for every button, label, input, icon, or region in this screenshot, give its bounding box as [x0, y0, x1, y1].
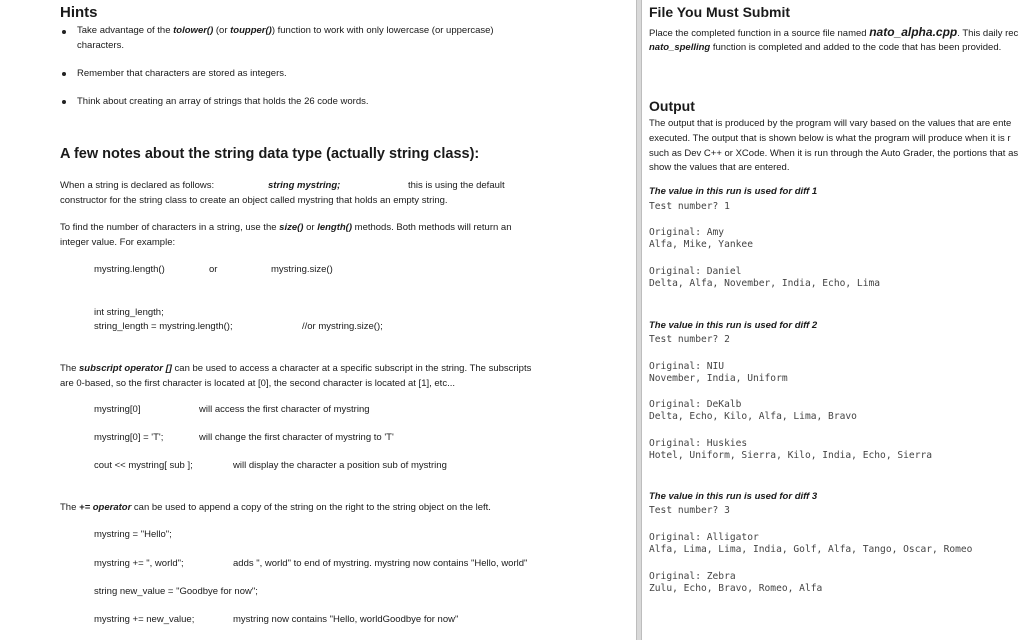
append-example-3: string new_value = "Goodbye for now";	[94, 586, 258, 597]
example-or: or	[209, 264, 218, 275]
run-2-original-2: Original: DeKalb	[649, 399, 742, 410]
run-2-spelling-2: Delta, Echo, Kilo, Alfa, Lima, Bravo	[649, 411, 857, 422]
right-document-page	[642, 0, 1024, 640]
run-2-spelling-3: Hotel, Uniform, Sierra, Kilo, India, Echo, Sierra	[649, 450, 933, 461]
append-example-2-code: mystring += ", world";	[94, 558, 184, 569]
bullet	[62, 72, 66, 76]
subscript-example-2-code: mystring[0] = 'T';	[94, 432, 164, 443]
subscript-line-2: are 0-based, so the first character is located at [0], the second character is located at [1], etc...	[60, 378, 455, 389]
code-line-1: int string_length;	[94, 307, 164, 318]
output-desc-line-3: such as Dev C++ or XCode. When it is run through the Auto Grader, the portions that as	[649, 148, 1019, 159]
output-desc-line-4: show the values that are entered.	[649, 162, 790, 173]
run-1-spelling-1: Alfa, Mike, Yankee	[649, 239, 753, 250]
size-length-line-1: To find the number of characters in a string, use the size() or length() methods. Both methods will return an	[60, 222, 512, 233]
output-desc-line-1: The output that is produced by the program will vary based on the values that are ente	[649, 118, 1012, 129]
run-1-spelling-2: Delta, Alfa, November, India, Echo, Lima	[649, 278, 881, 289]
subscript-example-1-desc: will access the first character of mystring	[199, 404, 370, 415]
code-line-2: string_length = mystring.length();	[94, 321, 233, 332]
hint-1-line-1: Take advantage of the tolower() (or toupper()) function to work with only lowercase (or uppercase)	[77, 25, 494, 36]
subscript-line-1: The subscript operator [] can be used to access a character at a specific subscript in the string. The subscripts	[60, 363, 532, 374]
append-example-4-code: mystring += new_value;	[94, 614, 195, 625]
bullet	[62, 100, 66, 104]
append-example-1: mystring = "Hello";	[94, 529, 172, 540]
string-notes-heading: A few notes about the string data type (actually string class):	[60, 146, 480, 162]
hints-heading: Hints	[60, 4, 98, 21]
subscript-example-1-code: mystring[0]	[94, 404, 141, 415]
declaration-part-c: this is using the default	[408, 180, 505, 191]
size-length-line-2: integer value. For example:	[60, 237, 176, 248]
submit-line-1: Place the completed function in a source file named nato_alpha.cpp. This daily rec	[649, 25, 1019, 39]
run-3-spelling-2: Zulu, Echo, Bravo, Romeo, Alfa	[649, 583, 823, 594]
hint-2: Remember that characters are stored as integers.	[77, 68, 287, 79]
run-2-label: The value in this run is used for diff 2	[649, 320, 818, 331]
subscript-example-3-desc: will display the character a position sub of mystring	[233, 460, 447, 471]
example-length: mystring.length()	[94, 264, 165, 275]
run-2-prompt: Test number? 2	[649, 334, 730, 345]
run-2-spelling-1: November, India, Uniform	[649, 373, 788, 384]
subscript-example-3-code: cout << mystring[ sub ];	[94, 460, 193, 471]
output-heading: Output	[649, 98, 695, 114]
code-comment: //or mystring.size();	[302, 321, 383, 332]
hint-3: Think about creating an array of strings that holds the 26 code words.	[77, 96, 369, 107]
append-operator-line: The += operator can be used to append a copy of the string on the right to the string object on the left.	[60, 502, 491, 513]
subscript-example-2-desc: will change the first character of mystring to 'T'	[199, 432, 394, 443]
run-1-original-2: Original: Daniel	[649, 266, 742, 277]
append-example-2-desc: adds ", world" to end of mystring. mystring now contains "Hello, world"	[233, 558, 528, 569]
declaration-code: string mystring;	[268, 180, 341, 191]
hint-1-line-2: characters.	[77, 40, 124, 51]
run-3-original-1: Original: Alligator	[649, 532, 759, 543]
run-3-prompt: Test number? 3	[649, 505, 730, 516]
submit-heading: File You Must Submit	[649, 4, 791, 20]
run-1-original-1: Original: Amy	[649, 227, 725, 238]
declaration-part-a: When a string is declared as follows:	[60, 180, 215, 191]
submit-line-2: nato_spelling function is completed and added to the code that has been provided.	[649, 42, 1002, 53]
run-3-spelling-1: Alfa, Lima, Lima, India, Golf, Alfa, Tango, Oscar, Romeo	[649, 544, 973, 555]
declaration-line-2: constructor for the string class to create an object called mystring that holds an empty string.	[60, 195, 448, 206]
run-3-original-2: Original: Zebra	[649, 571, 736, 582]
run-1-label: The value in this run is used for diff 1	[649, 186, 818, 197]
example-size: mystring.size()	[271, 264, 333, 275]
run-3-label: The value in this run is used for diff 3	[649, 491, 818, 502]
run-2-original-3: Original: Huskies	[649, 438, 748, 449]
run-1-prompt: Test number? 1	[649, 201, 730, 212]
output-desc-line-2: executed. The output that is shown below is what the program will produce when it is r	[649, 133, 1011, 144]
bullet	[62, 30, 66, 34]
append-example-4-desc: mystring now contains "Hello, worldGoodbye for now"	[233, 614, 459, 625]
run-2-original-1: Original: NIU	[649, 361, 725, 372]
